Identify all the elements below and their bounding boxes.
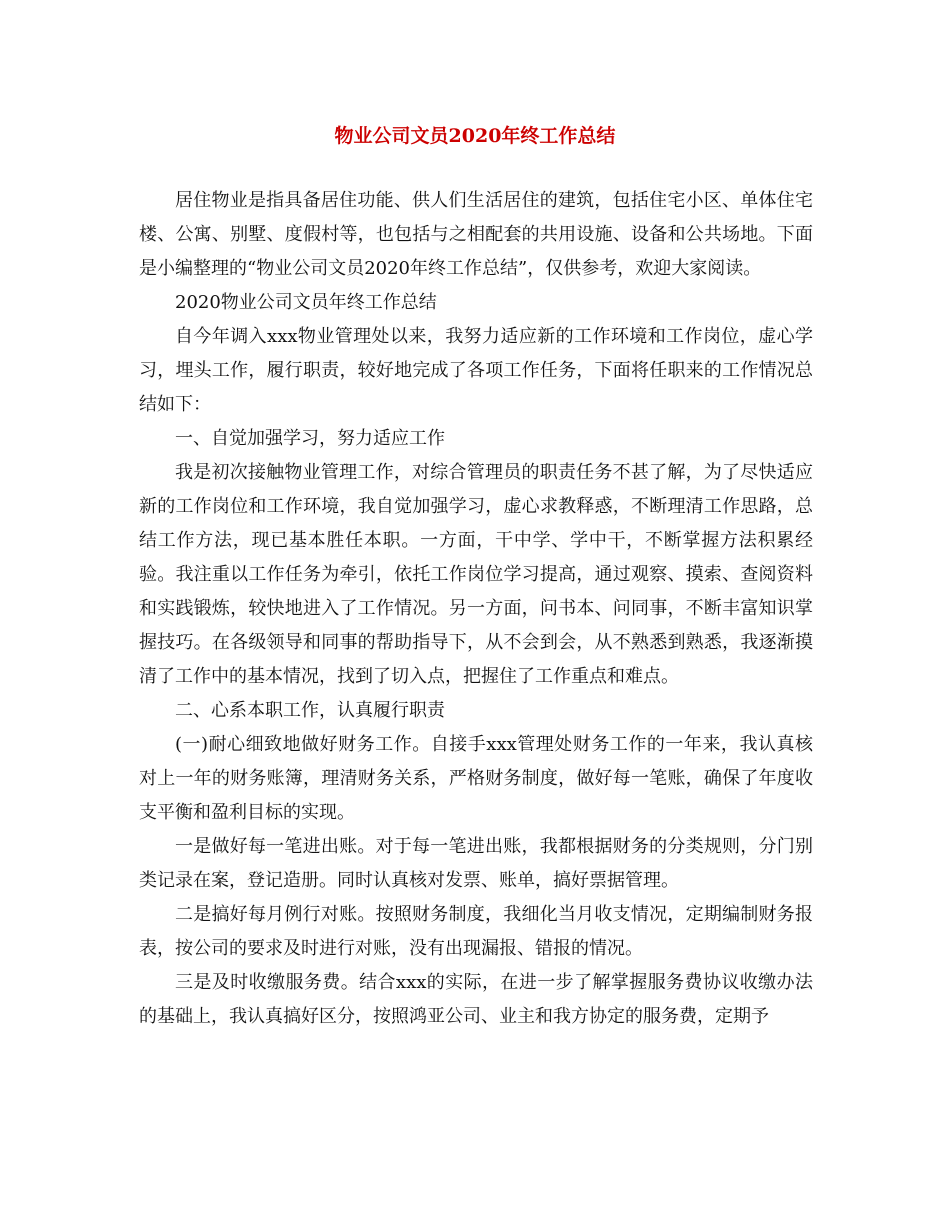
paragraph-heading: 2020物业公司文员年终工作总结 bbox=[175, 292, 437, 313]
document-body bbox=[139, 184, 813, 1034]
section-heading-2: 二、心系本职工作，认真履行职责 bbox=[175, 700, 445, 721]
paragraph-item-2: 二是搞好每月例行对账。按照财务制度，我细化当月收支情况，定期编制财务报表，按公司的要求及时进行对账，没有出现漏报、错报的情况。 bbox=[139, 904, 813, 959]
paragraph-intro: 居住物业是指具备居住功能、供人们生活居住的建筑，包括住宅小区、单体住宅楼、公寓、别墅、度假村等，也包括与之相配套的共用设施、设备和公共场地。下面是小编整理的“物业公司文员2020年终工作总结”，仅供参考，欢迎大家阅读。 bbox=[139, 190, 813, 279]
document-title: 物业公司文员2020年终工作总结 bbox=[334, 125, 616, 147]
paragraph-overview: 自今年调入xxx物业管理处以来，我努力适应新的工作环境和工作岗位，虚心学习，埋头工作，履行职责，较好地完成了各项工作任务，下面将任职来的工作情况总结如下： bbox=[139, 326, 813, 415]
paragraph-learning: 我是初次接触物业管理工作，对综合管理员的职责任务不甚了解，为了尽快适应新的工作岗位和工作环境，我自觉加强学习，虚心求教释惑，不断理清工作思路，总结工作方法，现已基本胜任本职。一方面，干中学、学中干，不断掌握方法积累经验。我注重以工作任务为牵引，依托工作岗位学习提高，通过观察、摸索、查阅资料和实践锻炼，较快地进入了工作情况。另一方面，问书本、问同事，不断丰富知识掌握技巧。在各级领导和同事的帮助指导下，从不会到会，从不熟悉到熟悉，我逐渐摸清了工作中的基本情况，找到了切入点，把握住了工作重点和难点。 bbox=[139, 462, 813, 687]
paragraph-item-1: 一是做好每一笔进出账。对于每一笔进出账，我都根据财务的分类规则，分门别类记录在案，登记造册。同时认真核对发票、账单，搞好票据管理。 bbox=[139, 836, 813, 891]
paragraph-finance: (一)耐心细致地做好财务工作。自接手xxx管理处财务工作的一年来，我认真核对上一年的财务账簿，理清财务关系，严格财务制度，做好每一笔账，确保了年度收支平衡和盈利目标的实现。 bbox=[139, 734, 813, 823]
paragraph-item-3: 三是及时收缴服务费。结合xxx的实际，在进一步了解掌握服务费协议收缴办法的基础上，我认真搞好区分，按照鸿亚公司、业主和我方协定的服务费，定期予 bbox=[139, 972, 813, 1027]
section-heading-1: 一、自觉加强学习，努力适应工作 bbox=[175, 428, 445, 449]
